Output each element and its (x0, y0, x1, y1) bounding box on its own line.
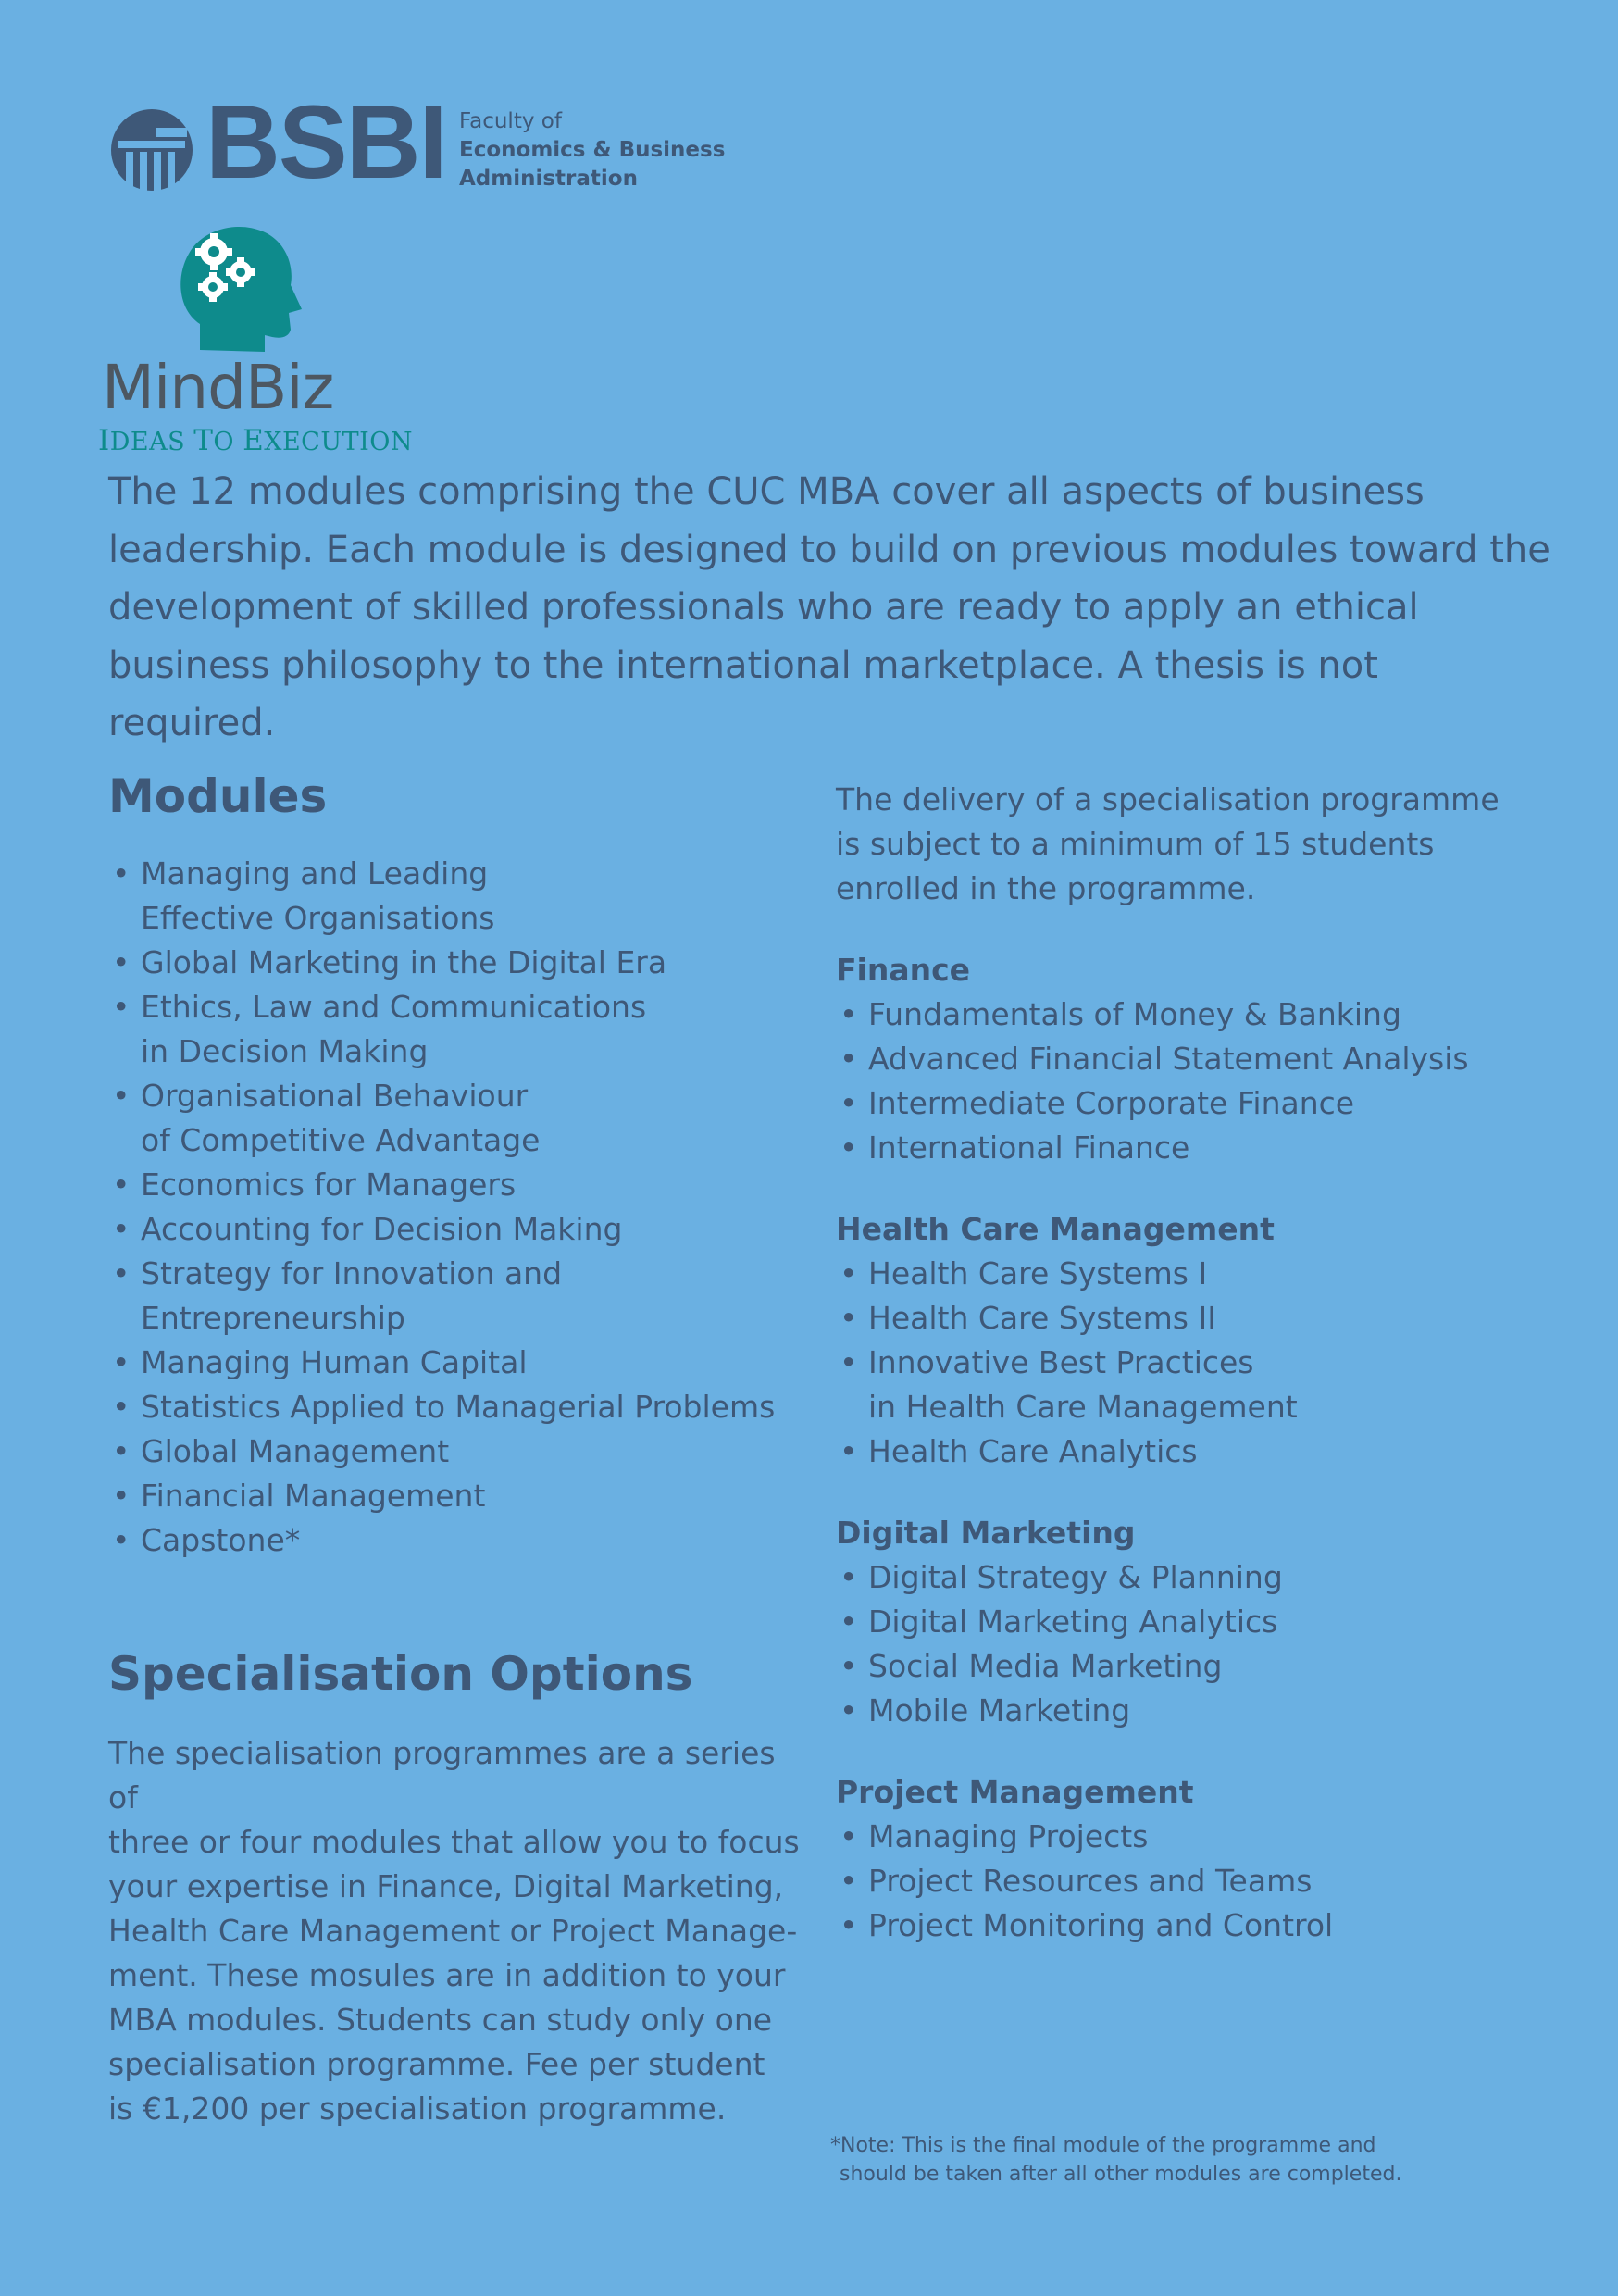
programme-module-item (836, 1126, 1539, 1170)
module-item-text: Economics for Managers (141, 1167, 517, 1203)
module-item (108, 1252, 812, 1341)
footnote-line-2: should be taken after all other modules are completed. (840, 2163, 1402, 2186)
programme-module-item (836, 1600, 1539, 1644)
programme-module-text: Health Care Systems II (868, 1300, 1216, 1336)
programme-module-item (836, 1341, 1539, 1429)
module-item (108, 1074, 812, 1163)
programme-module-item (836, 1429, 1539, 1474)
mindbiz-wordmark: MindBiz (102, 352, 334, 423)
faculty-line-1: Faculty of (459, 109, 562, 133)
module-item-text: Financial Management (141, 1478, 486, 1514)
programme-module-item (836, 1252, 1539, 1296)
footnote (830, 2131, 1534, 2189)
specialisation-description-line: Health Care Management or Project Manage- (108, 1913, 798, 1949)
programme-module-list (836, 992, 1539, 1170)
programme-module-text: Project Resources and Teams (868, 1863, 1313, 1899)
specialisation-heading: Specialisation Options (108, 1647, 693, 1701)
programme-heading: Health Care Management (836, 1211, 1275, 1247)
bsbi-logo (109, 84, 739, 200)
faculty-line-2: Economics & Business (459, 138, 726, 162)
programme-module-item (836, 1081, 1539, 1126)
module-item-text: in Decision Making (141, 1033, 429, 1069)
programme-module-text: Intermediate Corporate Finance (868, 1085, 1355, 1121)
programme-module-text: Health Care Systems I (868, 1255, 1208, 1292)
module-item-text: Global Marketing in the Digital Era (141, 944, 667, 980)
module-item (108, 1341, 812, 1385)
programme-section (836, 1511, 1539, 1733)
module-item-text: of Competitive Advantage (141, 1122, 541, 1158)
module-item-text: Statistics Applied to Managerial Problems (141, 1389, 776, 1425)
module-item-text: Ethics, Law and Communications (141, 989, 647, 1025)
programme-module-item (836, 1903, 1539, 1948)
programme-module-text: Advanced Financial Statement Analysis (868, 1041, 1469, 1077)
programme-module-text: in Health Care Management (868, 1389, 1298, 1425)
delivery-paragraph (836, 778, 1539, 911)
module-item-text: Strategy for Innovation and Entrepreneurship (141, 1255, 563, 1336)
programme-module-item (836, 992, 1539, 1037)
module-item-text: Global Management (141, 1433, 450, 1469)
module-item (108, 1163, 812, 1207)
module-item (108, 1385, 812, 1429)
programme-section (836, 1770, 1539, 1948)
delivery-line: is subject to a minimum of 15 students (836, 826, 1435, 862)
module-item (108, 1429, 812, 1474)
programme-module-list (836, 1815, 1539, 1948)
programme-module-item (836, 1815, 1539, 1859)
delivery-line: The delivery of a specialisation programme (836, 781, 1500, 817)
head-gears-icon (172, 220, 302, 368)
programme-module-text: Social Media Marketing (868, 1648, 1223, 1684)
programme-module-list (836, 1252, 1539, 1474)
programme-module-item (836, 1555, 1539, 1600)
programme-module-text: Health Care Analytics (868, 1433, 1198, 1469)
mindbiz-tagline (98, 424, 413, 457)
programme-heading: Finance (836, 952, 971, 988)
faculty-name (459, 107, 725, 193)
specialisation-description-line: is €1,200 per specialisation programme. (108, 2090, 727, 2127)
specialisation-description-line: MBA modules. Students can study only one (108, 2002, 773, 2038)
specialisation-description-line: specialisation programme. Fee per student (108, 2046, 765, 2082)
programme-module-text: Project Monitoring and Control (868, 1907, 1334, 1943)
programme-module-text: Managing Projects (868, 1818, 1149, 1854)
programme-heading: Project Management (836, 1774, 1194, 1810)
specialisation-description (108, 1731, 812, 2131)
module-item (108, 852, 812, 941)
mindbiz-logo (96, 220, 414, 461)
programme-module-text: International Finance (868, 1129, 1190, 1166)
programme-module-text: Innovative Best Practices (868, 1344, 1254, 1380)
delivery-line: enrolled in the programme. (836, 870, 1256, 906)
modules-heading: Modules (108, 769, 328, 823)
programme-module-item (836, 1859, 1539, 1903)
modules-list (108, 852, 812, 1563)
specialisation-programmes (836, 948, 1539, 1948)
module-item (108, 1207, 812, 1252)
left-column (108, 759, 812, 2131)
module-item-text: Managing and Leading (141, 855, 489, 892)
programme-module-item (836, 1689, 1539, 1733)
module-item (108, 941, 812, 985)
programme-module-text: Digital Marketing Analytics (868, 1603, 1278, 1640)
programme-heading: Digital Marketing (836, 1515, 1136, 1551)
mindbiz-tagline-text: IDEAS TO EXECUTION (98, 424, 414, 457)
programme-module-item (836, 1037, 1539, 1081)
specialisation-description-line: three or four modules that allow you to focus (108, 1824, 800, 1860)
module-item (108, 1474, 812, 1518)
specialisation-description-line: ment. These mosules are in addition to your (108, 1957, 786, 1993)
module-item-text: Organisational Behaviour (141, 1078, 529, 1114)
module-item-text: Managing Human Capital (141, 1344, 528, 1380)
right-column (836, 778, 1539, 1948)
programme-module-text: Mobile Marketing (868, 1692, 1131, 1728)
module-item (108, 1518, 812, 1563)
module-item-text: Accounting for Decision Making (141, 1211, 623, 1247)
module-item-text: Effective Organisations (141, 900, 495, 936)
faculty-line-3: Administration (459, 167, 638, 191)
programme-module-text: Digital Strategy & Planning (868, 1559, 1283, 1595)
programme-module-text: Fundamentals of Money & Banking (868, 996, 1401, 1032)
bsbi-wordmark: BSBI (205, 84, 446, 200)
programme-section (836, 948, 1539, 1170)
specialisation-description-line: your expertise in Finance, Digital Marketing, (108, 1868, 784, 1904)
bsbi-emblem-icon (109, 107, 194, 193)
module-item-text: Capstone* (141, 1522, 301, 1558)
specialisation-description-line: The specialisation programmes are a series of (108, 1735, 776, 1816)
programme-section (836, 1207, 1539, 1474)
intro-paragraph: The 12 modules comprising the CUC MBA cover all aspects of business leadership. Each module is designed to build on previous modules toward the development of skilled professionals who are ready to apply an ethical business philosophy to the international marketplace. A thesis is not required. (108, 470, 1550, 744)
module-item (108, 985, 812, 1074)
programme-module-item (836, 1644, 1539, 1689)
programme-module-list (836, 1555, 1539, 1733)
programme-module-item (836, 1296, 1539, 1341)
footnote-line-1: *Note: This is the final module of the programme and (830, 2134, 1376, 2157)
